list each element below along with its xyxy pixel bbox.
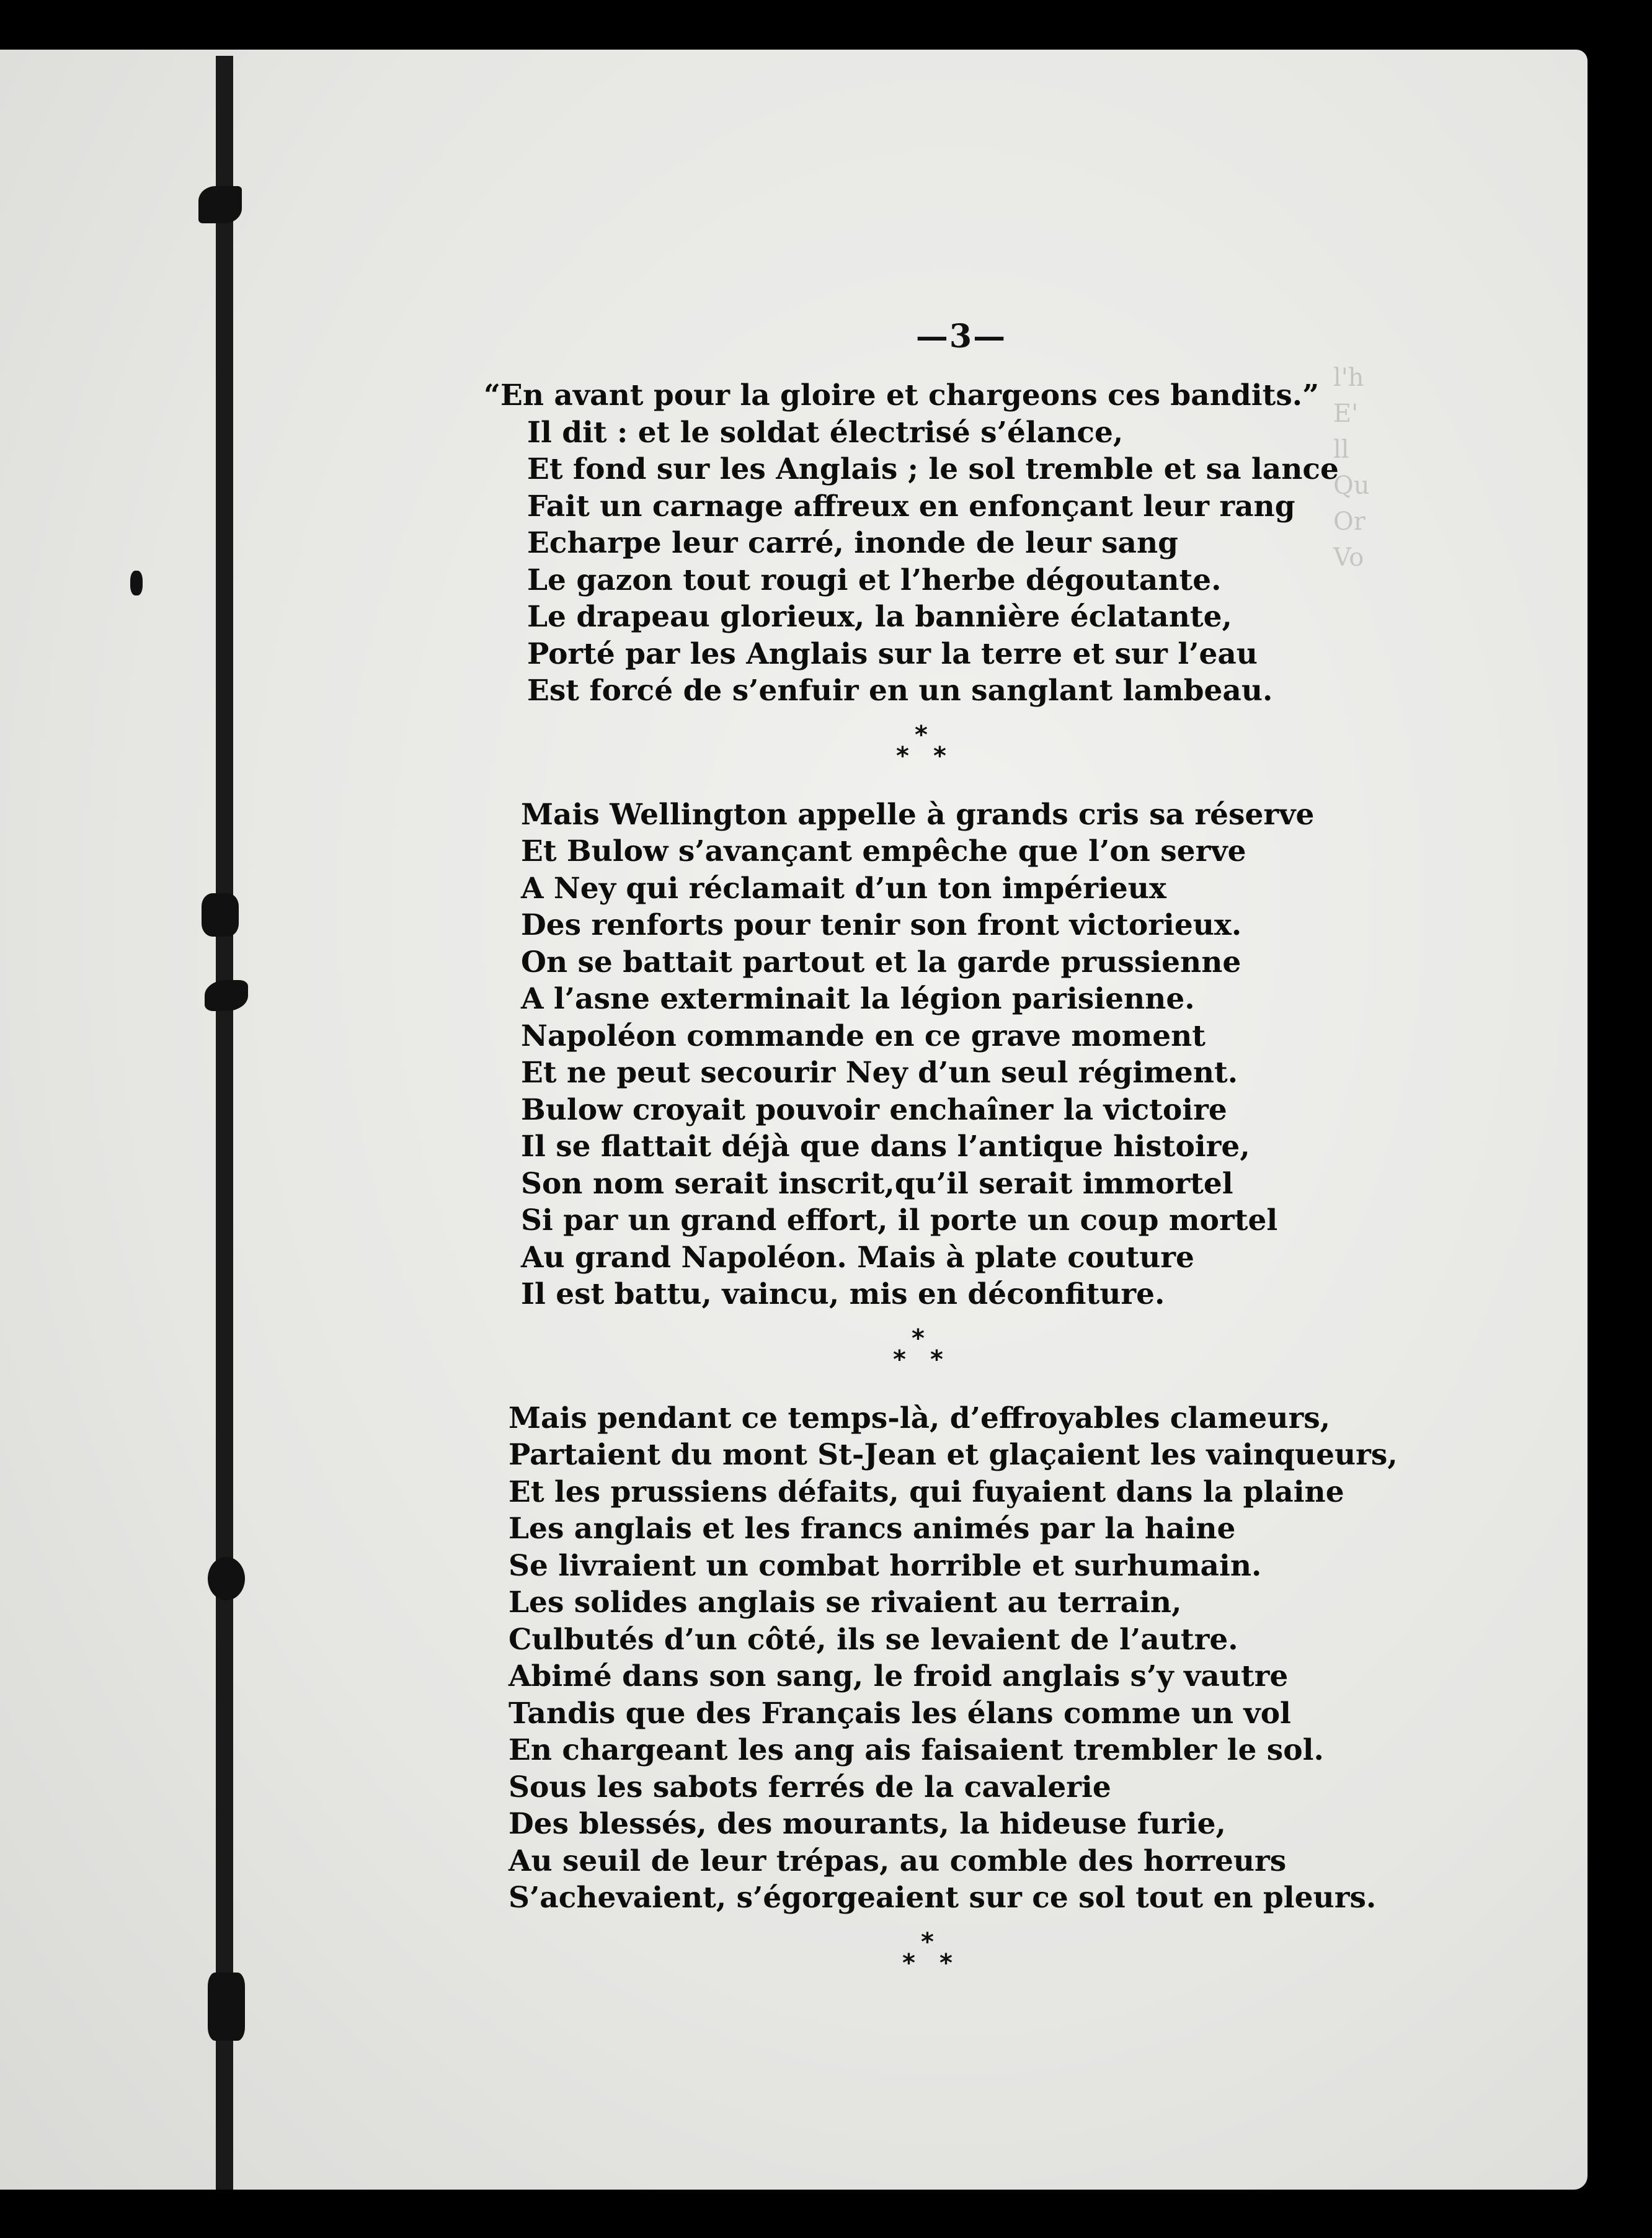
asterisk-mark: * [915,720,928,749]
stanza-3 [484,1400,1398,1917]
asterism-ornament [484,710,1352,796]
verse-line: Echarpe leur carré, inonde de leur sang [527,526,1179,560]
asterisk-mark: * [939,1948,953,1977]
verse-line: Des blessés, des mourants, la hideuse furie, [508,1807,1226,1841]
verse-line: Si par un grand effort, il porte un coup mortel [521,1203,1278,1237]
verse-line: Sous les sabots ferrés de la cavalerie [508,1770,1111,1804]
verse-line: Son nom serait inscrit,qu’il serait immortel [521,1166,1233,1201]
book-spine [216,56,233,2190]
asterisk-mark: * [933,741,946,770]
binding-tear [130,571,143,595]
paper-page [0,50,1588,2190]
verse-line: Des renforts pour tenir son front victorieux. [521,908,1242,942]
verse-line: Partaient du mont St-Jean et glaçaient les vainqueurs, [508,1438,1398,1472]
stanza-1 [484,377,1352,710]
asterisk-mark: * [930,1345,943,1374]
verse-line: Le gazon tout rougi et l’herbe dégoutante. [527,563,1222,597]
verse-line: Mais Wellington appelle à grands cris sa réserve [521,797,1315,832]
asterisk-mark: * [893,1345,906,1374]
binding-tear [205,980,248,1011]
verse-line: “En avant pour la gloire et chargeons ces bandits.” [484,378,1320,412]
verse-line: Culbutés d’un côté, ils se levaient de l’autre. [508,1622,1238,1657]
verse-line: Et les prussiens défaits, qui fuyaient dans la plaine [508,1474,1344,1509]
verse-line: Le drapeau glorieux, la bannière éclatante, [527,600,1232,634]
verse-line: Les anglais et les francs animés par la haine [508,1512,1236,1546]
verse-line: Napoléon commande en ce grave moment [521,1019,1206,1053]
verse-line: Se livraient un combat horrible et surhumain. [508,1548,1262,1583]
verse-line: Au grand Napoléon. Mais à plate couture [521,1240,1194,1275]
verse-line: Abimé dans son sang, le froid anglais s’y vautre [508,1659,1289,1693]
verse-line: Les solides anglais se rivaient au terrain, [508,1585,1182,1620]
asterism-ornament [484,1917,1352,2004]
verse-line: A l’asne exterminait la légion parisienne. [521,982,1195,1016]
verse-line: Et Bulow s’avançant empêche que l’on serve [521,834,1246,868]
verse-line: Est forcé de s’enfuir en un sanglant lambeau. [527,674,1273,708]
show-through-text: l'h E' ll Qu Or Vo [1333,363,1370,572]
verse-line: Fait un carnage affreux en enfonçant leur rang [527,489,1295,524]
binding-tear [208,1973,245,2041]
verse-line: Mais pendant ce temps-là, d’effroyables clameurs, [508,1401,1331,1435]
verse-line: On se battait partout et la garde prussienne [521,945,1241,979]
binding-tear [202,893,239,937]
asterism-ornament [484,1313,1352,1400]
verse-line: Il se flattait déjà que dans l’antique histoire, [521,1130,1250,1164]
asterisk-mark: * [921,1927,934,1956]
verse-line: Et ne peut secourir Ney d’un seul régiment. [521,1056,1238,1090]
verse-line: En chargeant les ang ais faisaient trembler le sol. [508,1733,1324,1767]
binding-tear [198,186,242,223]
asterisk-mark: * [902,1948,915,1977]
verse-line: Porté par les Anglais sur la terre et sur l’eau [527,636,1258,671]
verse-line: Bulow croyait pouvoir enchaîner la victoire [521,1092,1227,1127]
verse-line: S’achevaient, s’égorgeaient sur ce sol tout en pleurs. [508,1881,1377,1915]
verse-line: Au seuil de leur trépas, au comble des horreurs [508,1843,1287,1878]
verse-line: Tandis que des Français les élans comme un vol [508,1696,1291,1731]
verse-line: Il dit : et le soldat électrisé s’élance, [527,415,1124,450]
verse-line: Et fond sur les Anglais ; le sol tremble et sa lance [527,452,1339,486]
asterisk-mark: * [912,1324,925,1353]
page-number: —3— [915,318,1007,355]
verse-line: A Ney qui réclamait d’un ton impérieux [521,871,1166,906]
stanza-2 [484,796,1352,1313]
verse-line: Il est battu, vaincu, mis en déconfiture. [521,1277,1165,1311]
asterisk-mark: * [896,741,909,770]
binding-tear [208,1557,245,1600]
